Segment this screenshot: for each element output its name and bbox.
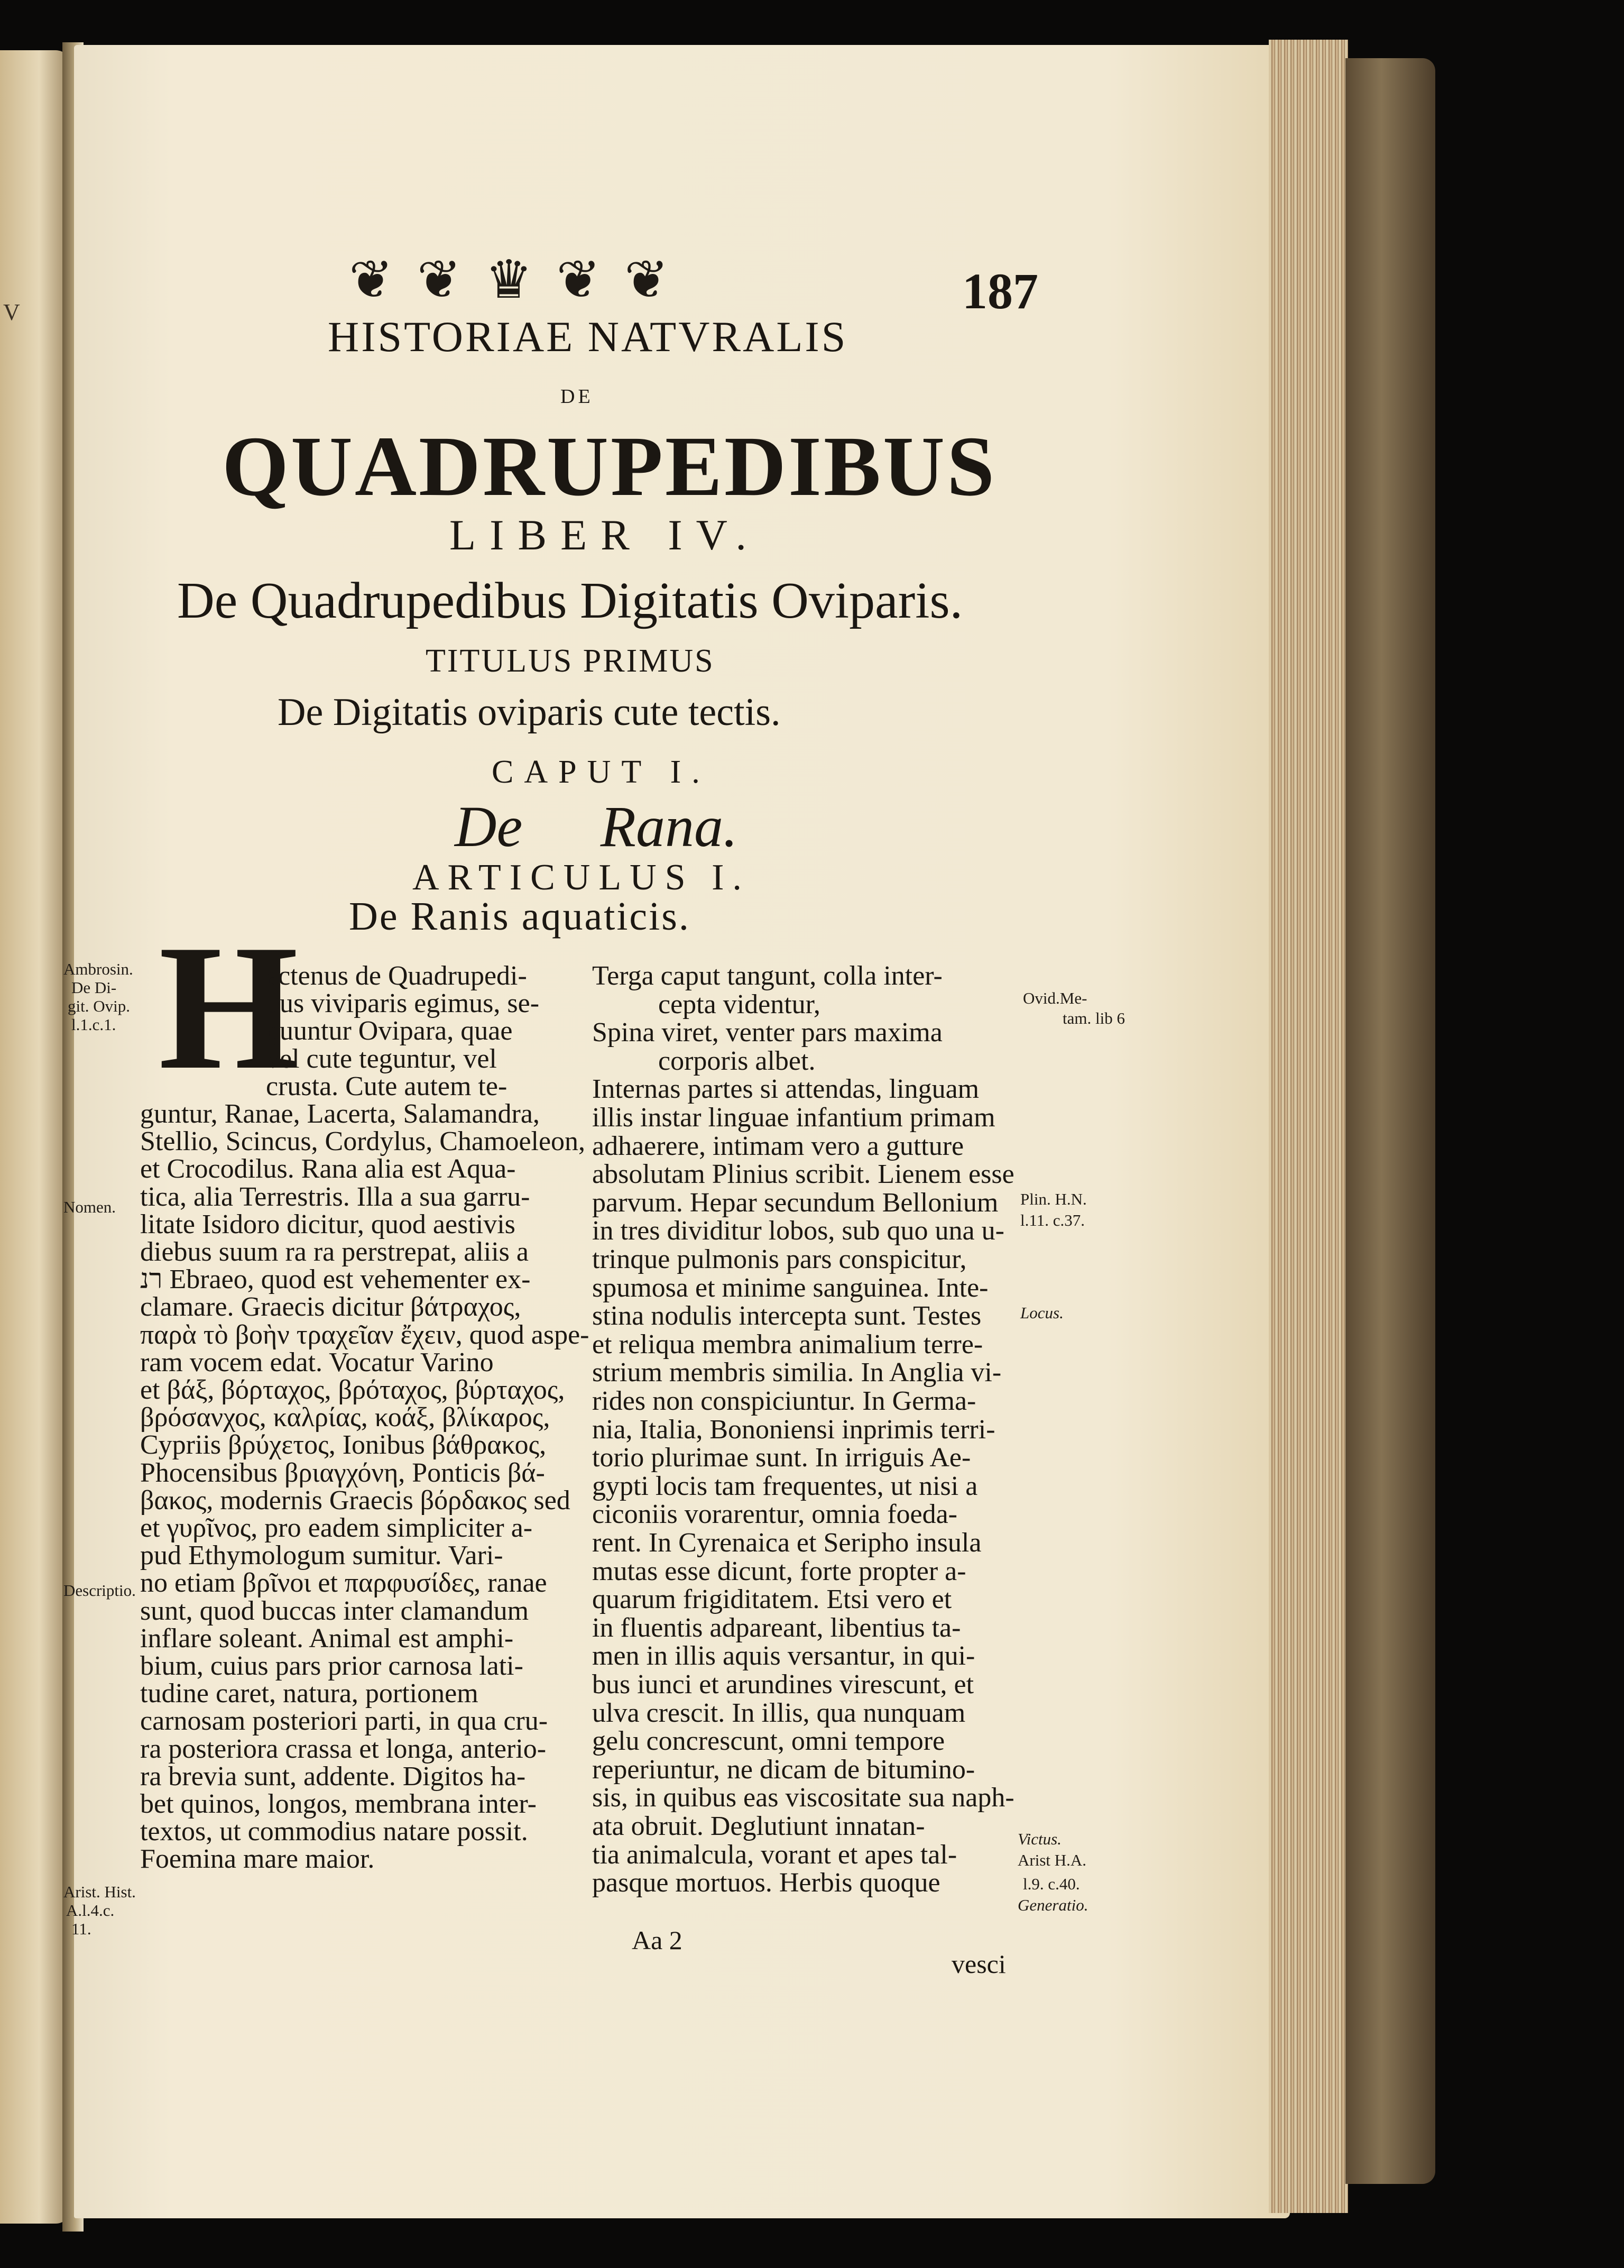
right-text-line: cepta videntur, (658, 989, 820, 1020)
margin-note: git. Ovip. (68, 997, 130, 1015)
margin-note: Ovid.Me- (1023, 989, 1087, 1007)
right-text-line: spumosa et minime sanguinea. Inte- (592, 1272, 989, 1303)
right-text-line: men in illis aquis versantur, in qui- (592, 1641, 975, 1672)
articulus-heading: ARTICULUS I. (412, 857, 750, 898)
left-text-line: no etiam βρῖνοι et παρφυσίδες, ranae (140, 1568, 547, 1599)
left-text-line: παρὰ τὸ βοὴν τραχεῖαν ἔχειν, quod aspe- (140, 1319, 589, 1350)
caput-title: De Rana. (455, 794, 738, 859)
signature-mark: Aa 2 (632, 1925, 682, 1955)
main-title: QUADRUPEDIBUS (222, 419, 997, 514)
right-text-line: ulva crescit. In illis, qua nunquam (592, 1697, 966, 1728)
left-text-line: βρόσανχος, καλρίας, κοάξ, βλίκαρος, (140, 1402, 550, 1433)
left-text-line: ra posteriora crassa et longa, anterio- (140, 1733, 547, 1764)
margin-note: Locus. (1020, 1303, 1064, 1322)
left-text-line: Phocensibus βριαγχόνη, Ponticis βά- (140, 1457, 545, 1488)
margin-note: Arist. Hist. (63, 1883, 136, 1901)
left-text-line: bium, cuius pars prior carnosa lati- (140, 1651, 523, 1681)
left-text-line: textos, ut commodius natare possit. (140, 1816, 528, 1847)
right-text-line: corporis albet. (658, 1045, 816, 1076)
left-text-line: sunt, quod buccas inter clamandum (140, 1595, 529, 1626)
right-text-line: Terga caput tangunt, colla inter- (592, 961, 943, 991)
right-text-line: parvum. Hepar secundum Bellonium (592, 1187, 999, 1218)
right-text-line: rent. In Cyrenaica et Seripho insula (592, 1528, 982, 1558)
right-text-line: rides non conspiciuntur. In Germa- (592, 1386, 976, 1416)
right-text-line: reperiuntur, ne dicam de bitumino- (592, 1754, 975, 1785)
left-text-line: carnosam posteriori parti, in qua cru- (140, 1706, 548, 1737)
right-text-line: tia animalcula, vorant et apes tal- (592, 1839, 957, 1870)
titulus-heading: TITULUS PRIMUS (426, 643, 715, 679)
margin-note: l.1.c.1. (71, 1015, 116, 1034)
left-text-line: litate Isidoro dicitur, quod aestivis (140, 1209, 515, 1239)
margin-note: Nomen. (63, 1198, 116, 1216)
left-text-line: actenus de Quadrupedi- (266, 961, 527, 991)
left-text-line: bus viviparis egimus, se- (266, 988, 540, 1019)
margin-note: Victus. (1018, 1830, 1062, 1848)
left-text-line: Foemina mare maior. (140, 1844, 375, 1875)
titulus-subtitle: De Digitatis oviparis cute tectis. (278, 691, 781, 734)
right-text-line: in fluentis adpareant, libentius ta- (592, 1612, 961, 1643)
right-text-line: Internas partes si attendas, linguam (592, 1074, 980, 1105)
margin-note: Descriptio. (63, 1581, 136, 1600)
right-text-line: Spina viret, venter pars maxima (592, 1017, 943, 1048)
left-text-line: clamare. Graecis dicitur βάτραχος, (140, 1292, 521, 1323)
margin-note: A.l.4.c. (66, 1901, 115, 1920)
page-edges (1269, 40, 1348, 2213)
margin-note: Arist H.A. (1018, 1851, 1087, 1869)
right-text-line: gypti locis tam frequentes, ut nisi a (592, 1471, 978, 1501)
right-text-line: nia, Italia, Bononiensi inprimis terri- (592, 1414, 995, 1445)
catchword: vesci (952, 1949, 1006, 1979)
margin-note: l.11. c.37. (1020, 1211, 1085, 1229)
right-text-line: trinque pulmonis pars conspicitur, (592, 1244, 967, 1274)
left-text-line: βακος, modernis Graecis βόρδακος sed (140, 1485, 570, 1516)
left-text-line: Cypriis βρύχετος, Ionibus βάθρακος, (140, 1430, 547, 1461)
margin-note: Generatio. (1018, 1896, 1088, 1914)
right-text-line: stina nodulis intercepta sunt. Testes (592, 1301, 982, 1332)
left-text-line: Stellio, Scincus, Cordylus, Chamoeleon, (140, 1126, 586, 1157)
left-text-line: guntur, Ranae, Lacerta, Salamandra, (140, 1099, 540, 1129)
margin-note: l.9. c.40. (1023, 1875, 1080, 1893)
right-text-line: sis, in quibus eas viscositate sua naph- (592, 1783, 1014, 1813)
book-number: LIBER IV. (449, 511, 760, 559)
verso-mark: V (3, 299, 20, 325)
left-text-line: bet quinos, longos, membrana inter- (140, 1789, 537, 1819)
header-ornament: ❦ ❦ ♛ ❦ ❦ (349, 251, 674, 309)
verso-page-edge (0, 50, 71, 2224)
margin-note: 11. (71, 1920, 91, 1938)
book-subtitle: De Quadrupedibus Digitatis Oviparis. (177, 572, 963, 629)
right-text-line: illis instar linguae infantium primam (592, 1103, 995, 1133)
right-text-line: gelu concrescunt, omni tempore (592, 1726, 945, 1757)
right-text-line: adhaerere, intimam vero a gutture (592, 1131, 964, 1161)
right-text-line: ciconiis vorarentur, omnia foeda- (592, 1499, 957, 1530)
left-text-line: רנ Ebraeo, quod est vehementer ex- (140, 1264, 531, 1295)
margin-note: tam. lib 6 (1063, 1009, 1125, 1027)
left-text-line: ram vocem edat. Vocatur Varino (140, 1347, 494, 1378)
left-text-line: et βάξ, βόρταχος, βρόταχος, βύρταχος, (140, 1375, 565, 1405)
title-line-1: HISTORIAE NATVRALIS (328, 313, 848, 361)
margin-note: Ambrosin. (63, 960, 133, 978)
left-text-line: vel cute teguntur, vel (266, 1043, 497, 1074)
left-text-line: quuntur Ovipara, quae (266, 1016, 513, 1046)
right-text-line: in tres dividitur lobos, sub quo una u- (592, 1216, 1004, 1246)
left-text-line: crusta. Cute autem te- (266, 1071, 508, 1101)
page-number: 187 (962, 263, 1038, 319)
left-text-line: diebus suum ra ra perstrepat, aliis a (140, 1237, 529, 1267)
caput-heading: CAPUT I. (492, 754, 710, 790)
articulus-title: De Ranis aquaticis. (349, 894, 690, 939)
right-text-line: absolutam Plinius scribit. Lienem esse (592, 1159, 1014, 1190)
right-text-line: pasque mortuos. Herbis quoque (592, 1868, 940, 1898)
drop-capital: H (159, 907, 299, 1107)
left-text-line: pud Ethymologum sumitur. Vari- (140, 1540, 503, 1571)
left-text-line: tudine caret, natura, portionem (140, 1678, 478, 1709)
right-text-line: quarum frigiditatem. Etsi vero et (592, 1584, 952, 1615)
margin-note: De Di- (71, 978, 117, 997)
binding-board (1345, 58, 1435, 2184)
right-text-line: et reliqua membra animalium terre- (592, 1329, 983, 1360)
left-text-line: ra brevia sunt, addente. Digitos ha- (140, 1761, 526, 1792)
right-text-line: bus iunci et arundines virescunt, et (592, 1669, 974, 1700)
left-text-line: et γυρῖνος, pro eadem simpliciter a- (140, 1513, 533, 1543)
margin-note: Plin. H.N. (1020, 1190, 1087, 1208)
left-text-line: tica, alia Terrestris. Illa a sua garru- (140, 1181, 530, 1212)
left-text-line: et Crocodilus. Rana alia est Aqua- (140, 1154, 516, 1184)
left-text-line: inflare soleant. Animal est amphi- (140, 1623, 514, 1654)
right-text-line: torio plurimae sunt. In irriguis Ae- (592, 1443, 971, 1473)
right-text-line: mutas esse dicunt, forte propter a- (592, 1556, 966, 1586)
right-text-line: ata obruit. Deglutiunt innatan- (592, 1811, 925, 1841)
right-text-line: strium membris similia. In Anglia vi- (592, 1357, 1002, 1388)
title-line-2: DE (560, 385, 594, 408)
